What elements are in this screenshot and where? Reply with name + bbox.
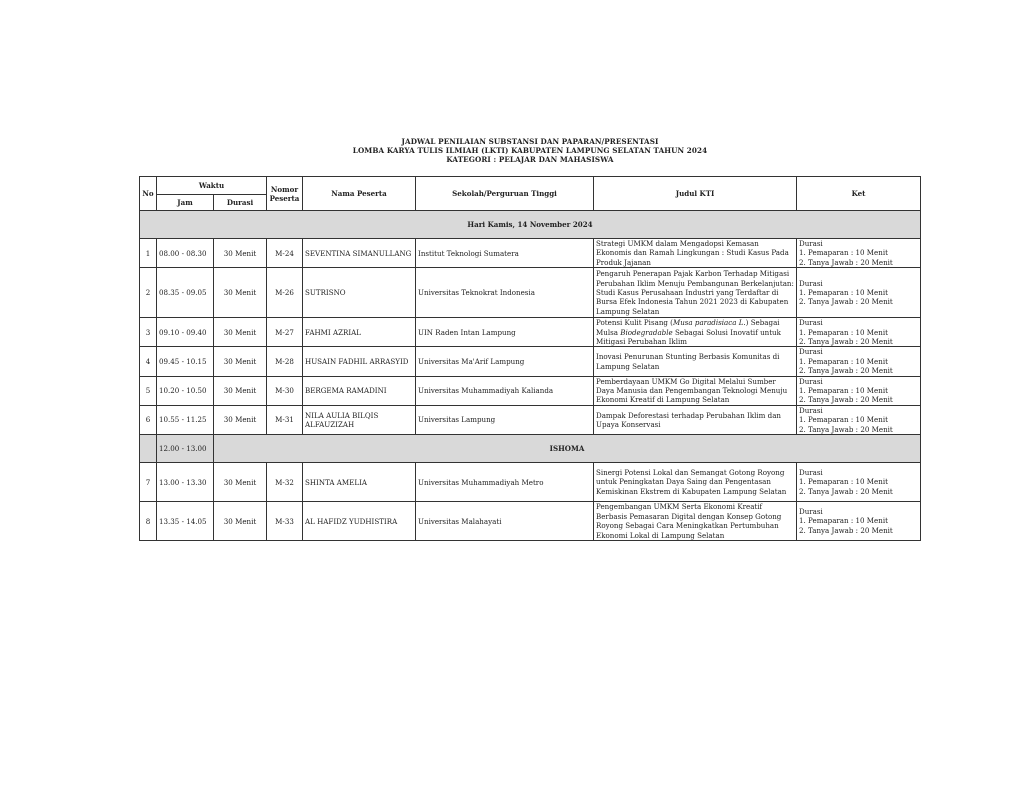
ket-line: Durasi [799,467,823,477]
table-row [140,347,921,376]
ket-line: 2. Tanya Jawab : 20 Menit [799,337,893,347]
header-jam: Jam [157,195,214,211]
ket-line: 2. Tanya Jawab : 20 Menit [799,525,893,535]
ket-line: 2. Tanya Jawab : 20 Menit [799,395,893,405]
header-judul: Judul KTI [594,177,797,211]
break-jam: 12.00 - 13.00 [157,435,214,463]
table-row [140,463,921,502]
cell-no: 4 [140,347,157,376]
header-nomor-peserta: Nomor Peserta [267,177,303,211]
cell-ket [797,347,921,376]
cell-sekolah: Universitas Muhammadiyah Metro [416,463,594,502]
ket-line: Durasi [799,405,823,415]
header-ket: Ket [797,177,921,211]
cell-nama: NILA AULIA BILQIS ALFAUZIZAH [303,405,416,434]
ket-line: Durasi [799,347,823,357]
cell-ket [797,239,921,268]
cell-jam: 13.35 - 14.05 [157,502,214,541]
cell-judul: Strategi UMKM dalam Mengadopsi Kemasan Ekonomis dan Ramah Lingkungan : Studi Kasus Pada Produk Jajanan [594,239,797,268]
cell-durasi: 30 Menit [214,502,267,541]
table-row [140,405,921,434]
table-row [140,376,921,405]
ket-line: 2. Tanya Jawab : 20 Menit [799,297,893,307]
cell-nama: AL HAFIDZ YUDHISTIRA [303,502,416,541]
cell-no: 8 [140,502,157,541]
cell-nama: FAHMI AZRIAL [303,318,416,347]
cell-ket [797,463,921,502]
ket-line: Durasi [799,318,823,328]
cell-nama: SUTRISNO [303,268,416,318]
day-label: Hari Kamis, 14 November 2024 [140,211,921,239]
cell-sekolah: Institut Teknologi Sumatera [416,239,594,268]
title-line-2: LOMBA KARYA TULIS ILMIAH (LKTI) KABUPATEN LAMPUNG SELATAN TAHUN 2024 [352,146,708,155]
cell-judul: Pemberdayaan UMKM Go Digital Melalui Sumber Daya Manusia dan Pengembangan Teknologi Menuju Ekonomi Kreatif di Lampung Selatan [594,376,797,405]
cell-nomor: M-32 [267,463,303,502]
cell-sekolah: Universitas Muhammadiyah Kalianda [416,376,594,405]
header-sekolah: Sekolah/Perguruan Tinggi [416,177,594,211]
cell-no: 7 [140,463,157,502]
table-row [140,502,921,541]
ket-line: 2. Tanya Jawab : 20 Menit [799,366,893,376]
cell-jam: 09.10 - 09.40 [157,318,214,347]
judul-italic-text: Musa paradisiaca L. [672,318,746,328]
break-no-cell [140,435,157,463]
cell-nama: SEVENTINA SIMANULLANG [303,239,416,268]
cell-durasi: 30 Menit [214,239,267,268]
judul-text: ) Sebagai Mulsa [596,318,780,337]
cell-sekolah: UIN Raden Intan Lampung [416,318,594,347]
cell-ket [797,376,921,405]
ket-line: Durasi [799,239,823,248]
cell-sekolah: Universitas Malahayati [416,502,594,541]
cell-durasi: 30 Menit [214,376,267,405]
ket-line: 1. Pemaparan : 10 Menit [799,477,888,487]
cell-judul: Dampak Deforestasi terhadap Perubahan Iklim dan Upaya Konservasi [594,405,797,434]
ket-line: 1. Pemaparan : 10 Menit [799,248,888,258]
ket-line: 2. Tanya Jawab : 20 Menit [799,257,893,267]
cell-nama: SHINTA AMELIA [303,463,416,502]
cell-no: 6 [140,405,157,434]
title-line-1: JADWAL PENILAIAN SUBSTANSI DAN PAPARAN/PRESENTASI [401,137,659,146]
judul-text: Sebagai Solusi Inovatif untuk Mitigasi Perubahan Iklim [596,327,781,347]
cell-nomor: M-27 [267,318,303,347]
document-title [0,137,1024,164]
cell-no: 3 [140,318,157,347]
cell-judul: Pengembangan UMKM Serta Ekonomi Kreatif Berbasis Pemasaran Digital dengan Konsep Gotong Royong Sebagai Cara Meningkatkan Pertumbuhan Ekonomi Lokal di Lampung Selatan [594,502,797,541]
cell-no: 1 [140,239,157,268]
ket-line: 1. Pemaparan : 10 Menit [799,356,888,366]
cell-sekolah: Universitas Ma'Arif Lampung [416,347,594,376]
cell-nama: HUSAIN FADHIL ARRASYID [303,347,416,376]
header-durasi: Durasi [214,195,267,211]
cell-no: 2 [140,268,157,318]
cell-nomor: M-30 [267,376,303,405]
header-no: No [140,177,157,211]
cell-nomor: M-28 [267,347,303,376]
table-row [140,268,921,318]
cell-judul: Pengaruh Penerapan Pajak Karbon Terhadap Mitigasi Perubahan Iklim Menuju Pembangunan Berkelanjutan: Studi Kasus Perusahaan Industri yang Terdaftar di Bursa Efek Indonesia Tahun 2021 2023 di Kabupaten Lampung Selatan [594,268,797,318]
ket-line: 1. Pemaparan : 10 Menit [799,516,888,526]
ket-line: Durasi [799,506,823,516]
ket-line: 2. Tanya Jawab : 20 Menit [799,486,893,496]
cell-sekolah: Universitas Lampung [416,405,594,434]
cell-nomor: M-26 [267,268,303,318]
judul-italic-text: Biodegradable [620,327,673,337]
cell-durasi: 30 Menit [214,405,267,434]
cell-nomor: M-24 [267,239,303,268]
cell-ket [797,268,921,318]
cell-jam: 09.45 - 10.15 [157,347,214,376]
cell-jam: 10.55 - 11.25 [157,405,214,434]
ket-line: 1. Pemaparan : 10 Menit [799,288,888,298]
cell-durasi: 30 Menit [214,318,267,347]
ket-line: 1. Pemaparan : 10 Menit [799,386,888,396]
cell-durasi: 30 Menit [214,347,267,376]
ket-line: Durasi [799,376,823,386]
ket-line: Durasi [799,278,823,288]
cell-judul: Sinergi Potensi Lokal dan Semangat Gotong Royong untuk Peningkatan Daya Saing dan Pengentasan Kemiskinan Ekstrem di Kabupaten Lampung Selatan [594,463,797,502]
cell-sekolah: Universitas Teknokrat Indonesia [416,268,594,318]
cell-ket [797,318,921,347]
ket-line: 1. Pemaparan : 10 Menit [799,327,888,337]
cell-nama: BERGEMA RAMADINI [303,376,416,405]
header-nama-peserta: Nama Peserta [303,177,416,211]
break-row [140,435,921,463]
title-line-3: KATEGORI : PELAJAR DAN MAHASISWA [446,155,614,164]
judul-text: Potensi Kulit Pisang ( [596,318,673,328]
schedule-table [139,176,921,541]
cell-ket [797,405,921,434]
cell-durasi: 30 Menit [214,463,267,502]
cell-jam: 13.00 - 13.30 [157,463,214,502]
cell-jam: 10.20 - 10.50 [157,376,214,405]
ket-line: 2. Tanya Jawab : 20 Menit [799,424,893,434]
cell-durasi: 30 Menit [214,268,267,318]
cell-jam: 08.35 - 09.05 [157,268,214,318]
cell-ket [797,502,921,541]
cell-judul: Inovasi Penurunan Stunting Berbasis Komunitas di Lampung Selatan [594,347,797,376]
cell-jam: 08.00 - 08.30 [157,239,214,268]
break-label: ISHOMA [214,435,921,463]
cell-judul [594,318,797,347]
cell-no: 5 [140,376,157,405]
header-waktu: Waktu [157,177,267,195]
table-row [140,318,921,347]
table-row [140,239,921,268]
cell-nomor: M-31 [267,405,303,434]
ket-line: 1. Pemaparan : 10 Menit [799,415,888,425]
cell-nomor: M-33 [267,502,303,541]
